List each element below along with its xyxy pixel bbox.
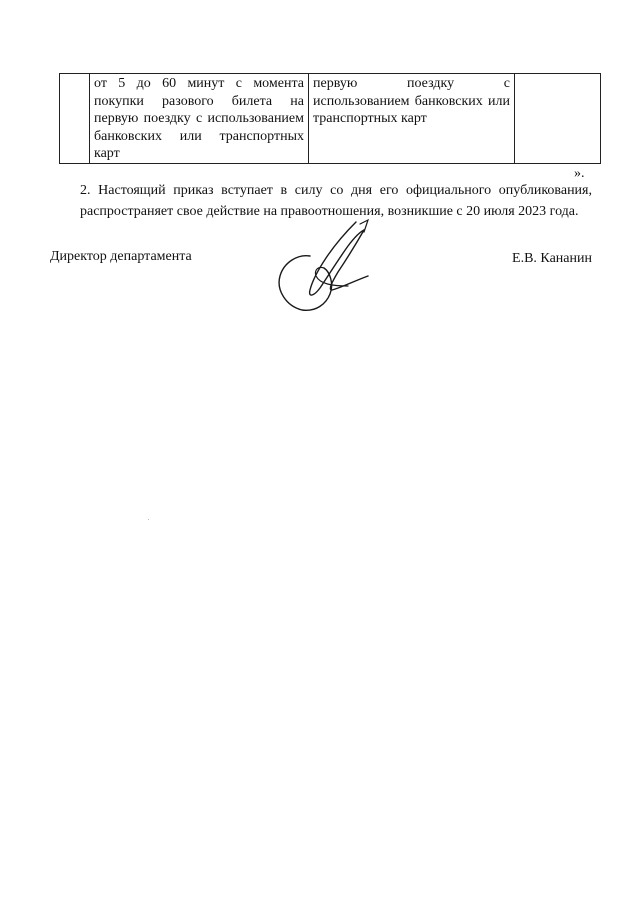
signatory-name: Е.В. Кананин [512,251,592,266]
table-cell-description: от 5 до 60 минут с момента покупки разового билета на первую поездку с использованием банковских или транспортных карт [90,74,309,164]
continuation-table [59,73,601,164]
handwritten-signature [268,210,388,320]
table-cell-price [515,74,601,164]
scan-speck [148,519,149,520]
signatory-title: Директор департамента [50,249,192,264]
table-row [60,74,601,164]
table-cell-condition: первую поездку с использованием банковских или транспортных карт [309,74,515,164]
paragraph-text: 2. Настоящий приказ вступает в силу со дня его официального опубликования, распространяет свое действие на правоотношения, возникшие с 20 июля 2023 года. [80,183,592,219]
table-cell-number [60,74,90,164]
closing-quote: ». [574,166,585,181]
